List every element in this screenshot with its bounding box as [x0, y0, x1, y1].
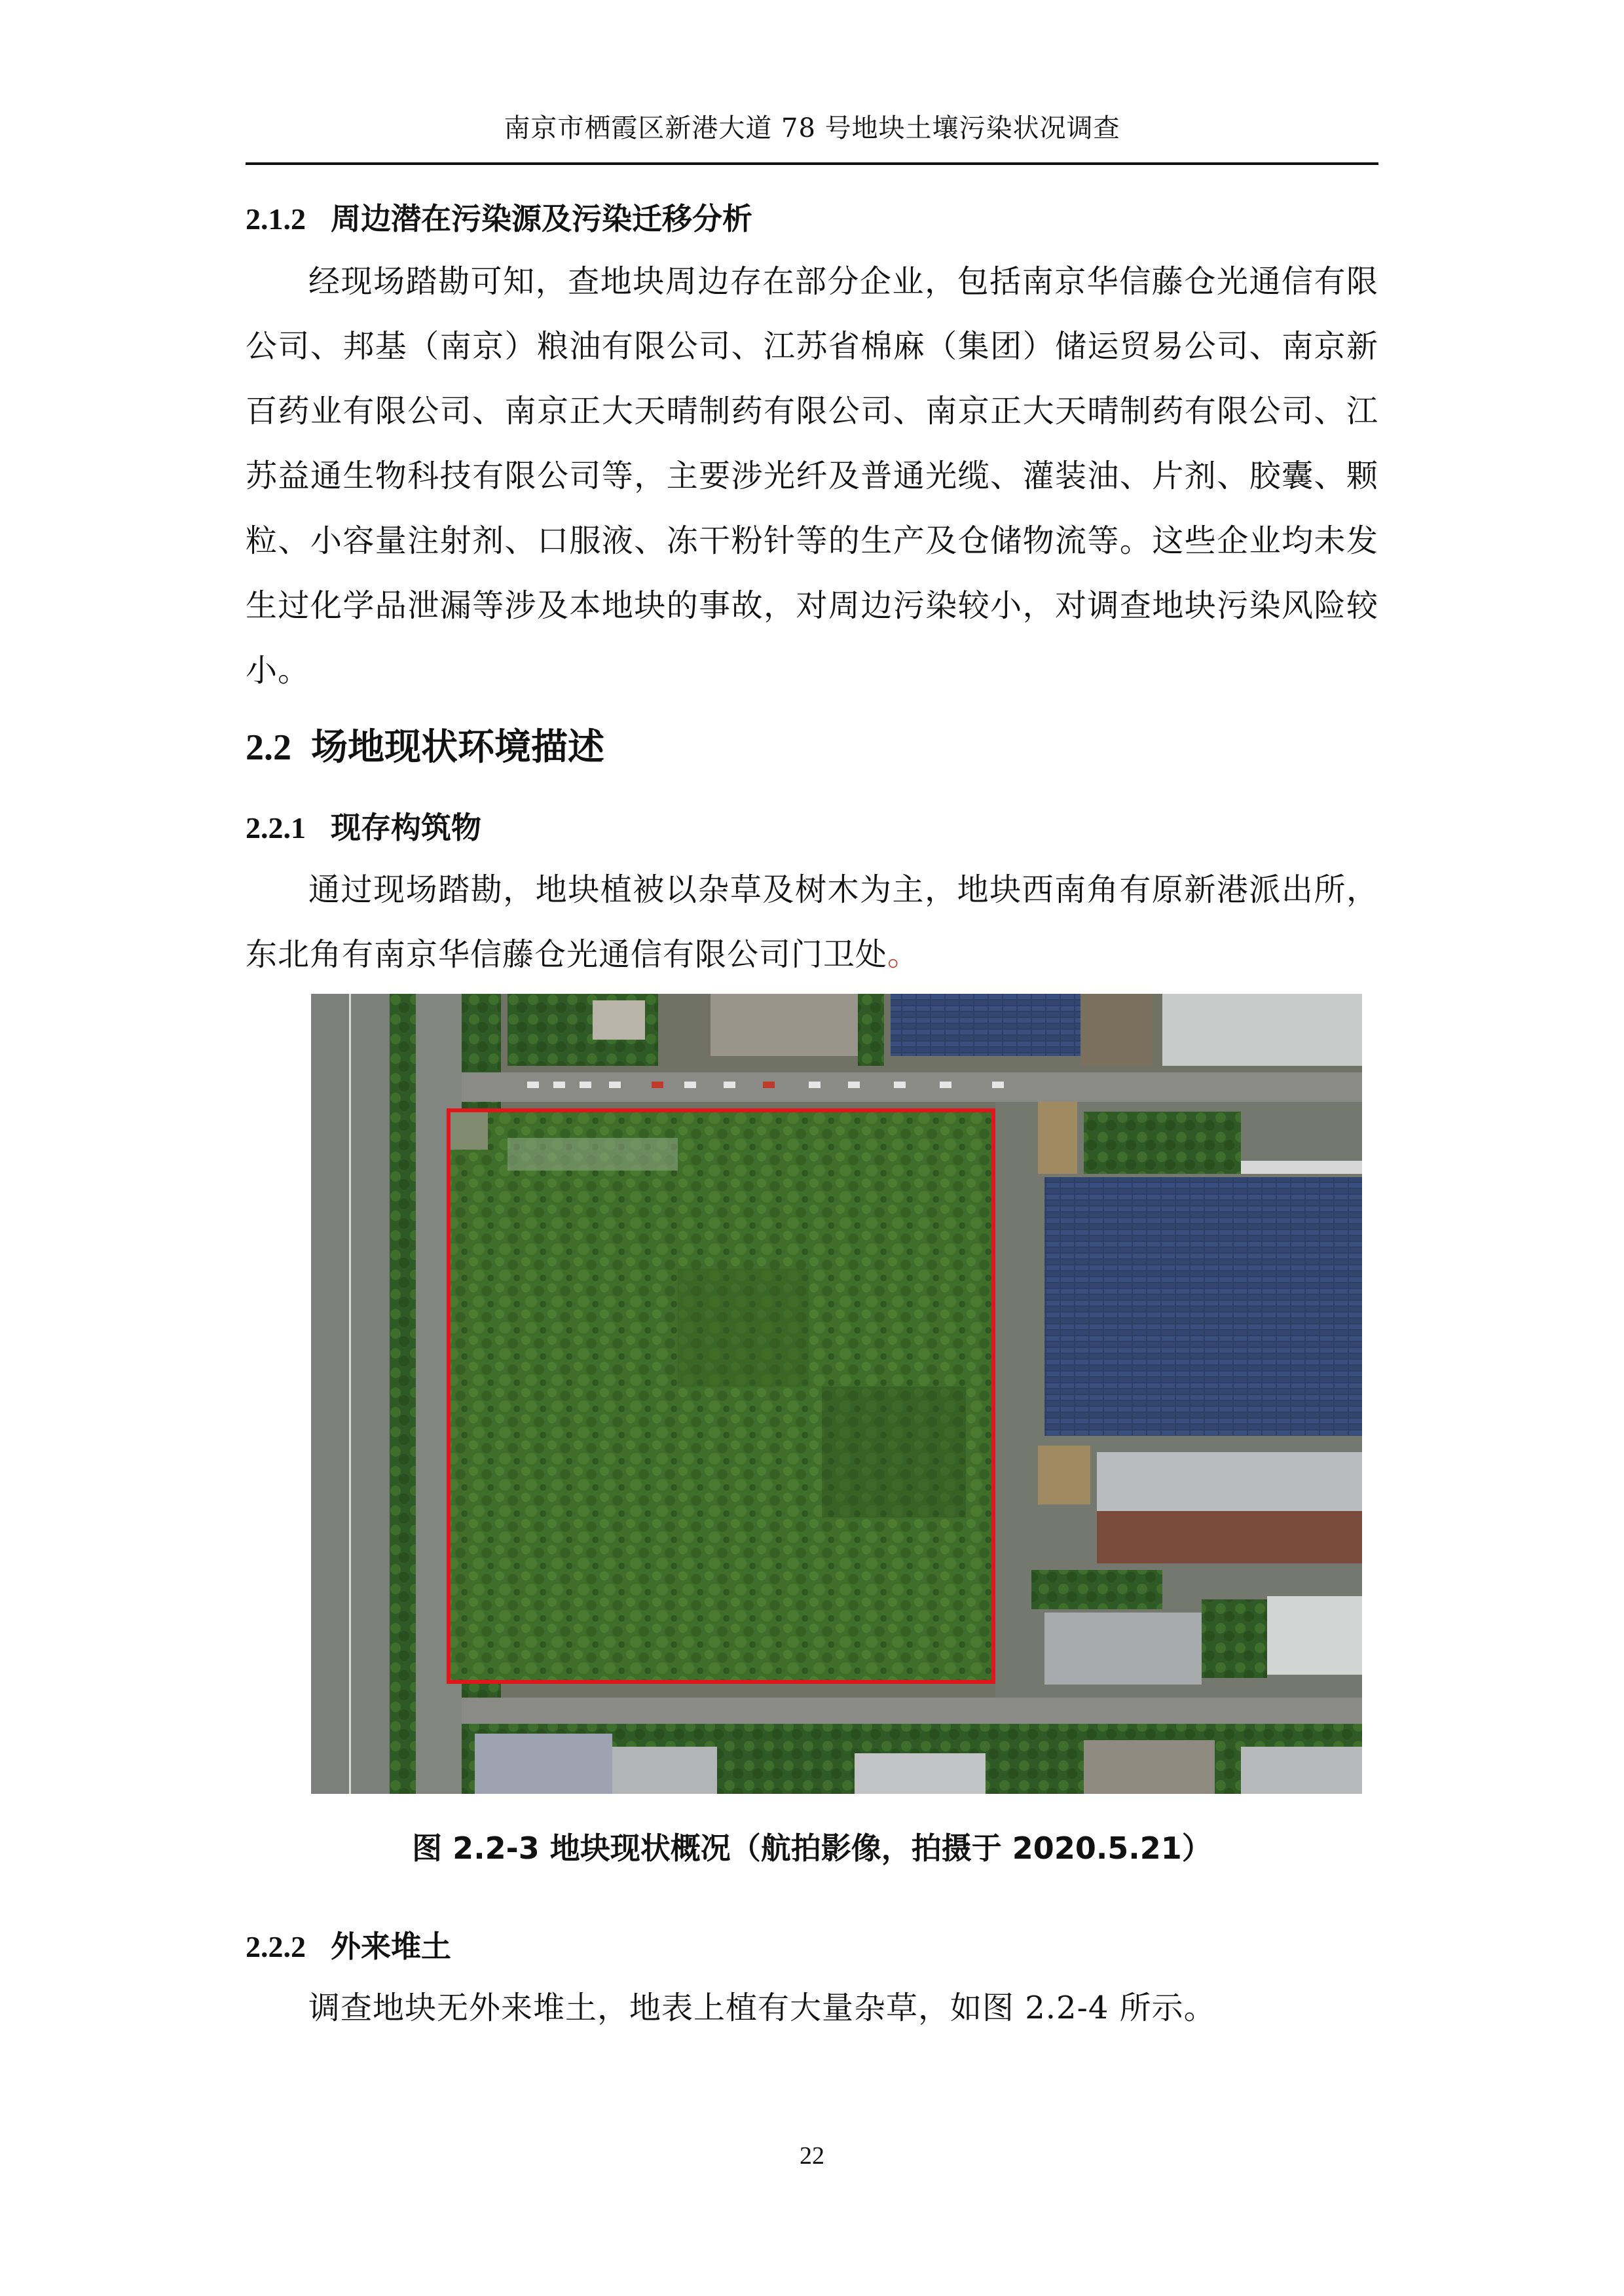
- section-title: 场地现状环境描述: [311, 726, 604, 769]
- figure-caption: 图 2.2-3 地块现状概况（航拍影像，拍摄于 2020.5.21）: [412, 1831, 1212, 1866]
- running-header: 南京市栖霞区新港大道 78 号地块土壤污染状况调查: [504, 113, 1120, 143]
- section-title: 外来堆土: [331, 1929, 451, 1964]
- section-number: 2.2: [246, 727, 291, 768]
- trailing-mark: 。: [887, 936, 920, 973]
- road-north: [462, 1072, 1362, 1102]
- section-number: 2.2.2: [246, 1930, 306, 1963]
- road-south: [462, 1698, 1362, 1724]
- section-number: 2.1.2: [246, 202, 306, 236]
- paragraph-existing-structures: [246, 858, 1378, 987]
- paragraph-imported-soil: 调查地块无外来堆土，地表上植有大量杂草，如图 2.2-4 所示。: [308, 1990, 1216, 2026]
- section-title: 周边潜在污染源及污染迁移分析: [331, 201, 752, 236]
- section-heading-2-2-1: [246, 807, 1378, 849]
- paragraph-text: 通过现场踏勘，地块植被以杂草及树木为主，地块西南角有原新港派出所，东北角有南京华信藤仓光通信有限公司门卫处: [246, 871, 1378, 973]
- paragraph-pollution-sources: 经现场踏勘可知，查地块周边存在部分企业，包括南京华信藤仓光通信有限公司、邦基（南京）粮油有限公司、江苏省棉麻（集团）储运贸易公司、南京新百药业有限公司、南京正大天晴制药有限公司、南京正大天晴制药有限公司、江苏益通生物科技有限公司等，主要涉光纤及普通光缆、灌装油、片剂、胶囊、颗粒、小容量注射剂、口服液、冻干粉针等的生产及仓储物流等。这些企业均未发生过化学品泄漏等涉及本地块的事故，对周边污染较小，对调查地块污染风险较小。: [246, 263, 1378, 689]
- building-south-west: [475, 1734, 612, 1794]
- section-title: 现存构筑物: [331, 810, 481, 845]
- solar-roof-east: [1044, 1177, 1362, 1436]
- section-heading-2-2-2: [246, 1925, 1378, 1968]
- solar-roof-north: [891, 994, 1080, 1056]
- tree-median: [390, 994, 416, 1794]
- aerial-photo: [311, 994, 1362, 1794]
- building-southeast: [1044, 1613, 1202, 1685]
- warehouse-north: [710, 994, 858, 1056]
- header-rule: [246, 162, 1378, 165]
- page-number: 22: [800, 2142, 824, 2170]
- section-heading-2-2: [246, 723, 1378, 773]
- section-heading-2-1-2: [246, 198, 1378, 240]
- building-northeast: [1162, 994, 1362, 1066]
- section-number: 2.2.1: [246, 811, 306, 845]
